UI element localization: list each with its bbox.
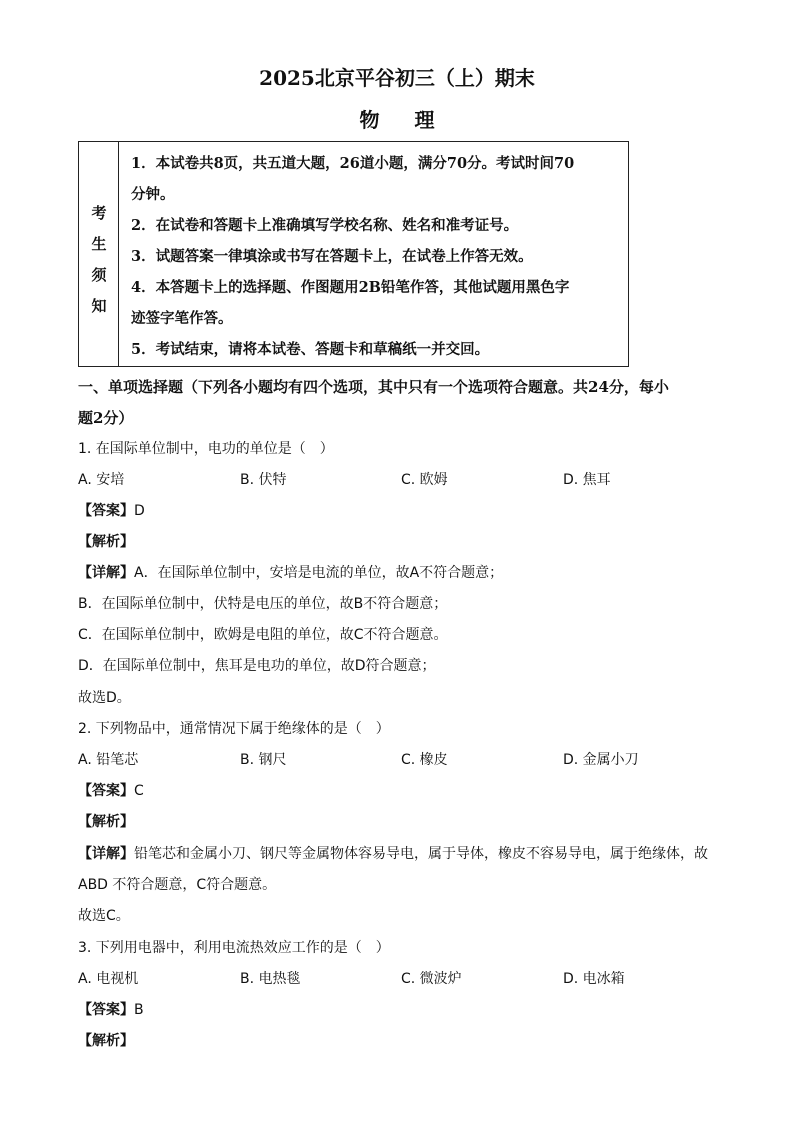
- q2-detail-line: ABD 不符合题意，C符合题意。: [78, 877, 277, 893]
- q3-option-d: D. 电冰箱: [563, 971, 625, 987]
- detail-text: 铅笔芯和金属小刀、钢尺等金属物体容易导电，属于导体，橡皮不容易导电，属于绝缘体，故: [134, 846, 708, 862]
- answer-label: 【答案】: [78, 503, 134, 519]
- q1-detail-line: D．在国际单位制中，焦耳是电功的单位，故D符合题意；: [78, 658, 436, 674]
- q2-option-c: C. 橡皮: [401, 752, 448, 768]
- question-1-stem: 1. 在国际单位制中，电功的单位是（ ）: [78, 441, 334, 457]
- q2-analysis-label: 【解析】: [78, 814, 134, 830]
- q3-analysis-label: 【解析】: [78, 1033, 134, 1049]
- q1-option-d: D. 焦耳: [563, 472, 611, 488]
- answer-value: B: [134, 1002, 144, 1018]
- q3-answer: [78, 1000, 144, 1020]
- answer-value: D: [134, 503, 145, 519]
- detail-label: 【详解】: [78, 846, 134, 862]
- q1-option-b: B. 伏特: [240, 472, 287, 488]
- q1-analysis-label: 【解析】: [78, 534, 134, 550]
- notice-label-char: 须: [91, 266, 107, 284]
- section-heading: [78, 372, 718, 434]
- question-2-stem: 2. 下列物品中，通常情况下属于绝缘体的是（ ）: [78, 721, 390, 737]
- answer-label: 【答案】: [78, 1002, 134, 1018]
- q1-answer: [78, 501, 145, 521]
- notice-label-cell: [79, 142, 119, 366]
- section-heading-line: 题2分）: [78, 409, 134, 427]
- notice-box: [78, 141, 629, 367]
- q3-option-b: B. 电热毯: [240, 971, 301, 987]
- q2-option-d: D. 金属小刀: [563, 752, 639, 768]
- q2-detail-line: [78, 844, 708, 864]
- notice-items: [131, 148, 626, 365]
- q1-detail-line: C．在国际单位制中，欧姆是电阻的单位，故C不符合题意。: [78, 627, 448, 643]
- q2-option-a: A. 铅笔芯: [78, 752, 139, 768]
- question-3-stem: 3. 下列用电器中，利用电流热效应工作的是（ ）: [78, 940, 390, 956]
- answer-label: 【答案】: [78, 783, 134, 799]
- q1-detail-line: B．在国际单位制中，伏特是电压的单位，故B不符合题意；: [78, 596, 448, 612]
- subject-title: 物 理: [359, 108, 435, 132]
- detail-label: 【详解】: [78, 565, 134, 581]
- section-heading-line: 一、单项选择题（下列各小题均有四个选项，其中只有一个选项符合题意。共24分，每小: [78, 378, 669, 396]
- q1-detail-line: [78, 563, 503, 583]
- notice-item: 迹签字笔作答。: [131, 310, 233, 327]
- q3-option-a: A. 电视机: [78, 971, 139, 987]
- notice-label-char: 知: [91, 297, 107, 315]
- q3-option-c: C. 微波炉: [401, 971, 462, 987]
- q2-detail-line: 故选C。: [78, 908, 130, 924]
- q2-option-b: B. 钢尺: [240, 752, 287, 768]
- detail-text: A．在国际单位制中，安培是电流的单位，故A不符合题意；: [134, 565, 504, 581]
- notice-item: 2．在试卷和答题卡上准确填写学校名称、姓名和准考证号。: [131, 217, 519, 234]
- notice-item: 1．本试卷共8页，共五道大题，26道小题，满分70分。考试时间70: [131, 155, 575, 172]
- q1-option-a: A. 安培: [78, 472, 125, 488]
- q1-option-c: C. 欧姆: [401, 472, 448, 488]
- notice-item: 5．考试结束，请将本试卷、答题卡和草稿纸一并交回。: [131, 341, 490, 358]
- notice-label-char: 考: [91, 204, 107, 222]
- page-title: 2025北京平谷初三（上）期末: [259, 66, 535, 90]
- notice-label-char: 生: [91, 235, 107, 253]
- notice-item: 4．本答题卡上的选择题、作图题用2B铅笔作答，其他试题用黑色字: [131, 279, 570, 296]
- answer-value: C: [134, 783, 144, 799]
- q1-detail-line: 故选D。: [78, 690, 131, 706]
- notice-item: 分钟。: [131, 186, 175, 203]
- notice-item: 3．试题答案一律填涂或书写在答题卡上，在试卷上作答无效。: [131, 248, 533, 265]
- q2-answer: [78, 781, 144, 801]
